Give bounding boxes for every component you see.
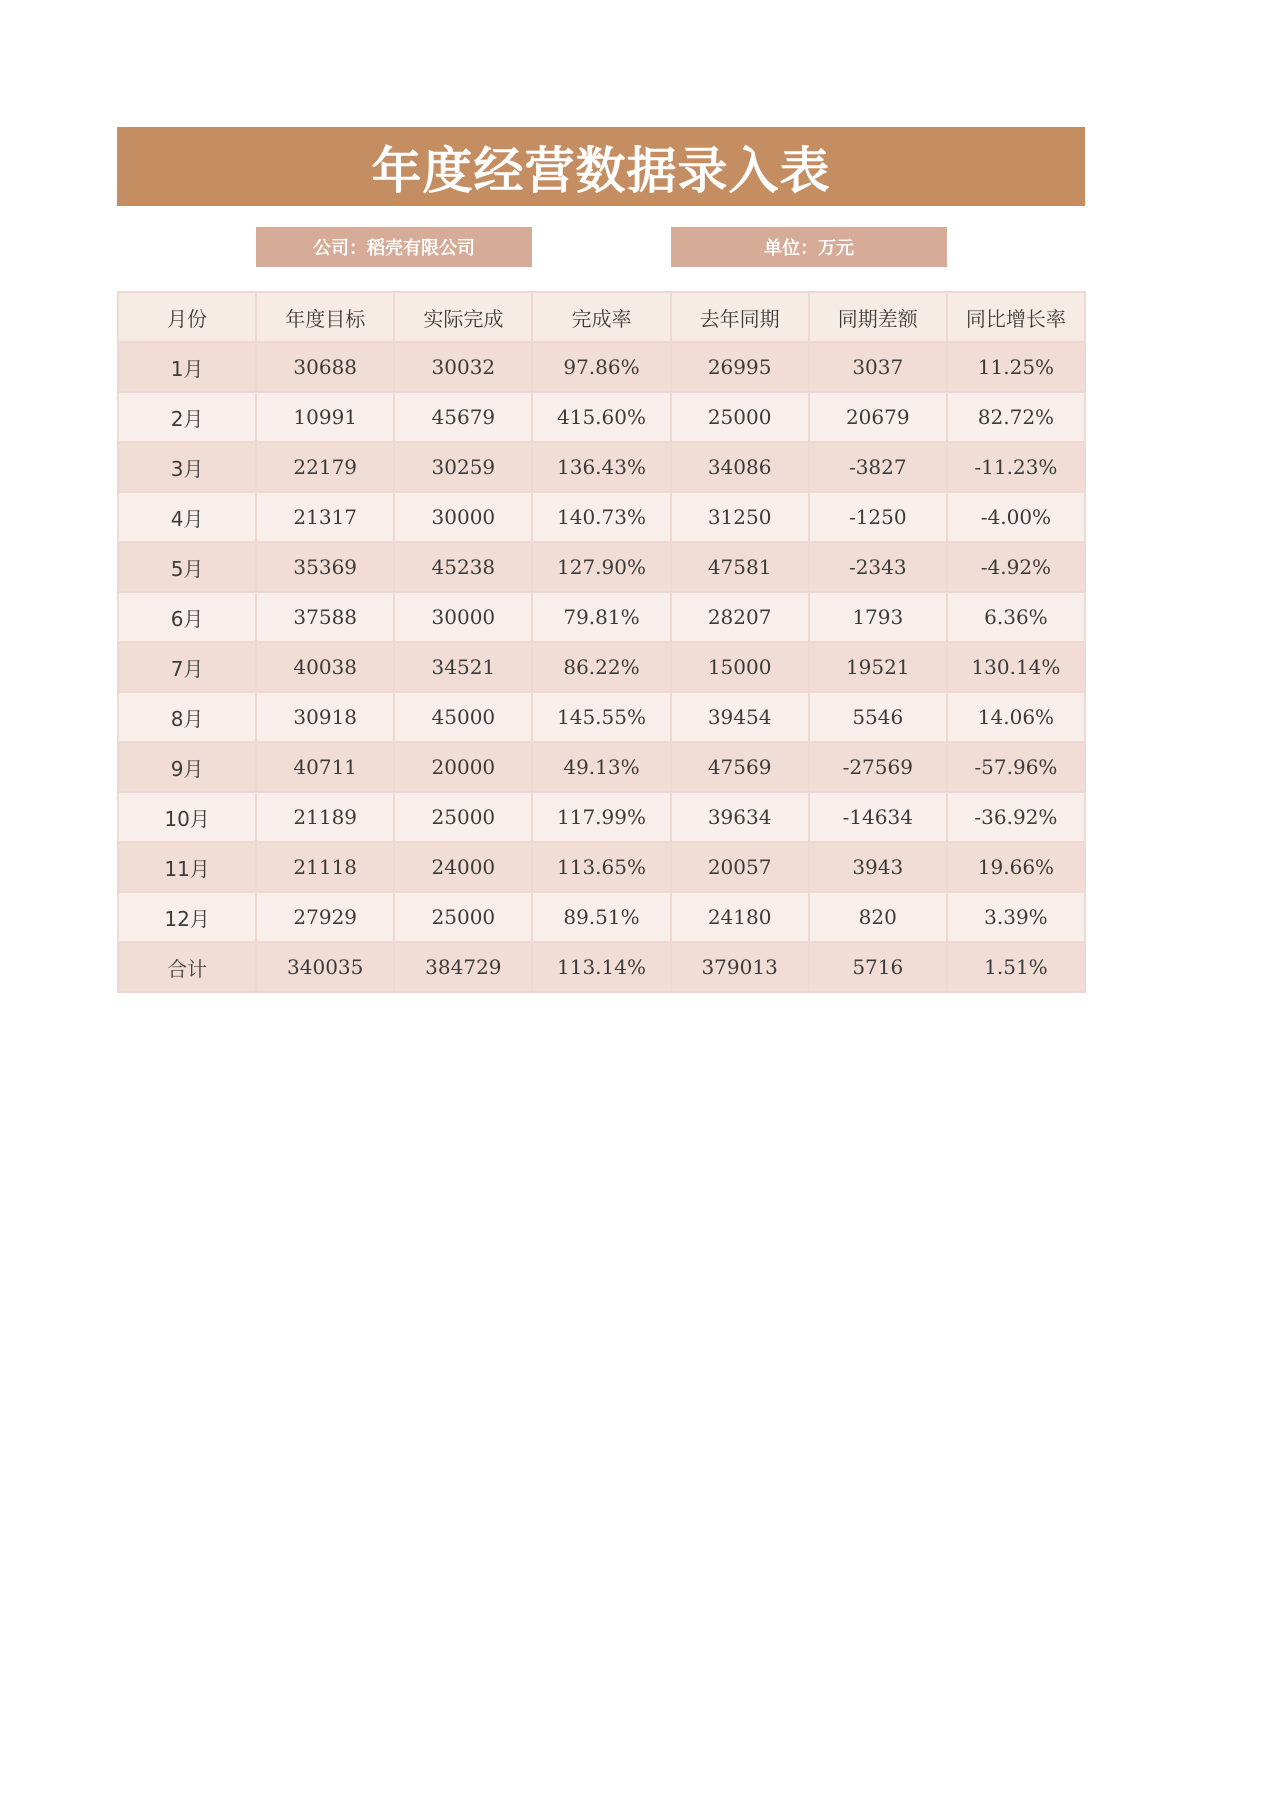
- cell-last-year: 34086: [671, 442, 809, 492]
- cell-actual-completed: 25000: [394, 792, 532, 842]
- cell-difference: 20679: [809, 392, 947, 442]
- total-row: [118, 942, 1085, 992]
- cell-difference: 5546: [809, 692, 947, 742]
- column-header-last-year: 去年同期: [671, 292, 809, 342]
- cell-completion-rate: 136.43%: [532, 442, 670, 492]
- cell-total-last-year: 379013: [671, 942, 809, 992]
- unit-label: 单位：万元: [671, 227, 947, 267]
- cell-annual-target: 35369: [256, 542, 394, 592]
- table-row: [118, 642, 1085, 692]
- page-title: 年度经营数据录入表: [371, 141, 831, 200]
- cell-month: 10月: [118, 792, 256, 842]
- cell-annual-target: 21317: [256, 492, 394, 542]
- cell-last-year: 47569: [671, 742, 809, 792]
- cell-last-year: 39454: [671, 692, 809, 742]
- cell-total-annual-target: 340035: [256, 942, 394, 992]
- cell-completion-rate: 49.13%: [532, 742, 670, 792]
- cell-actual-completed: 34521: [394, 642, 532, 692]
- cell-month: 9月: [118, 742, 256, 792]
- title-banner: [117, 127, 1085, 206]
- cell-completion-rate: 79.81%: [532, 592, 670, 642]
- cell-month: 5月: [118, 542, 256, 592]
- cell-actual-completed: 45238: [394, 542, 532, 592]
- table-row: [118, 892, 1085, 942]
- cell-difference: -1250: [809, 492, 947, 542]
- cell-completion-rate: 145.55%: [532, 692, 670, 742]
- cell-completion-rate: 117.99%: [532, 792, 670, 842]
- cell-total-label: 合计: [118, 942, 256, 992]
- cell-annual-target: 37588: [256, 592, 394, 642]
- cell-annual-target: 30918: [256, 692, 394, 742]
- company-label: 公司：稻壳有限公司: [256, 227, 532, 267]
- cell-month: 4月: [118, 492, 256, 542]
- cell-difference: 820: [809, 892, 947, 942]
- cell-last-year: 20057: [671, 842, 809, 892]
- cell-actual-completed: 20000: [394, 742, 532, 792]
- cell-month: 3月: [118, 442, 256, 492]
- cell-completion-rate: 97.86%: [532, 342, 670, 392]
- cell-yoy-growth: -36.92%: [947, 792, 1085, 842]
- table-row: [118, 842, 1085, 892]
- cell-last-year: 28207: [671, 592, 809, 642]
- cell-annual-target: 27929: [256, 892, 394, 942]
- cell-difference: 1793: [809, 592, 947, 642]
- table-row: [118, 492, 1085, 542]
- cell-last-year: 47581: [671, 542, 809, 592]
- table-row: [118, 792, 1085, 842]
- cell-actual-completed: 30032: [394, 342, 532, 392]
- cell-yoy-growth: 82.72%: [947, 392, 1085, 442]
- cell-actual-completed: 30000: [394, 592, 532, 642]
- cell-annual-target: 10991: [256, 392, 394, 442]
- cell-month: 12月: [118, 892, 256, 942]
- cell-last-year: 39634: [671, 792, 809, 842]
- cell-completion-rate: 89.51%: [532, 892, 670, 942]
- cell-completion-rate: 86.22%: [532, 642, 670, 692]
- column-header-completion-rate: 完成率: [532, 292, 670, 342]
- cell-annual-target: 40038: [256, 642, 394, 692]
- cell-actual-completed: 30000: [394, 492, 532, 542]
- cell-difference: 3943: [809, 842, 947, 892]
- table-row: [118, 392, 1085, 442]
- cell-last-year: 26995: [671, 342, 809, 392]
- cell-yoy-growth: -4.00%: [947, 492, 1085, 542]
- table-row: [118, 542, 1085, 592]
- table-row: [118, 742, 1085, 792]
- table-row: [118, 442, 1085, 492]
- cell-completion-rate: 140.73%: [532, 492, 670, 542]
- cell-total-yoy-growth: 1.51%: [947, 942, 1085, 992]
- cell-month: 1月: [118, 342, 256, 392]
- cell-difference: -3827: [809, 442, 947, 492]
- cell-last-year: 25000: [671, 392, 809, 442]
- cell-difference: -2343: [809, 542, 947, 592]
- cell-last-year: 24180: [671, 892, 809, 942]
- cell-annual-target: 22179: [256, 442, 394, 492]
- cell-yoy-growth: 6.36%: [947, 592, 1085, 642]
- table-row: [118, 692, 1085, 742]
- cell-completion-rate: 113.65%: [532, 842, 670, 892]
- cell-yoy-growth: 19.66%: [947, 842, 1085, 892]
- cell-completion-rate: 415.60%: [532, 392, 670, 442]
- table-row: [118, 592, 1085, 642]
- cell-yoy-growth: 11.25%: [947, 342, 1085, 392]
- cell-month: 11月: [118, 842, 256, 892]
- data-table: [117, 291, 1086, 993]
- cell-last-year: 15000: [671, 642, 809, 692]
- cell-difference: -14634: [809, 792, 947, 842]
- table-header-row: [118, 292, 1085, 342]
- table-row: [118, 342, 1085, 392]
- cell-yoy-growth: 3.39%: [947, 892, 1085, 942]
- cell-month: 8月: [118, 692, 256, 742]
- cell-difference: 19521: [809, 642, 947, 692]
- cell-last-year: 31250: [671, 492, 809, 542]
- cell-yoy-growth: -11.23%: [947, 442, 1085, 492]
- cell-annual-target: 21118: [256, 842, 394, 892]
- cell-difference: 3037: [809, 342, 947, 392]
- cell-yoy-growth: -4.92%: [947, 542, 1085, 592]
- cell-annual-target: 30688: [256, 342, 394, 392]
- cell-month: 2月: [118, 392, 256, 442]
- cell-actual-completed: 30259: [394, 442, 532, 492]
- cell-difference: -27569: [809, 742, 947, 792]
- cell-actual-completed: 45000: [394, 692, 532, 742]
- cell-annual-target: 40711: [256, 742, 394, 792]
- column-header-annual-target: 年度目标: [256, 292, 394, 342]
- cell-actual-completed: 25000: [394, 892, 532, 942]
- column-header-actual-completed: 实际完成: [394, 292, 532, 342]
- cell-yoy-growth: 14.06%: [947, 692, 1085, 742]
- cell-yoy-growth: -57.96%: [947, 742, 1085, 792]
- column-header-difference: 同期差额: [809, 292, 947, 342]
- cell-yoy-growth: 130.14%: [947, 642, 1085, 692]
- cell-month: 7月: [118, 642, 256, 692]
- column-header-month: 月份: [118, 292, 256, 342]
- column-header-yoy-growth: 同比增长率: [947, 292, 1085, 342]
- cell-total-actual-completed: 384729: [394, 942, 532, 992]
- cell-actual-completed: 24000: [394, 842, 532, 892]
- cell-completion-rate: 127.90%: [532, 542, 670, 592]
- cell-month: 6月: [118, 592, 256, 642]
- cell-total-difference: 5716: [809, 942, 947, 992]
- cell-total-completion-rate: 113.14%: [532, 942, 670, 992]
- cell-annual-target: 21189: [256, 792, 394, 842]
- cell-actual-completed: 45679: [394, 392, 532, 442]
